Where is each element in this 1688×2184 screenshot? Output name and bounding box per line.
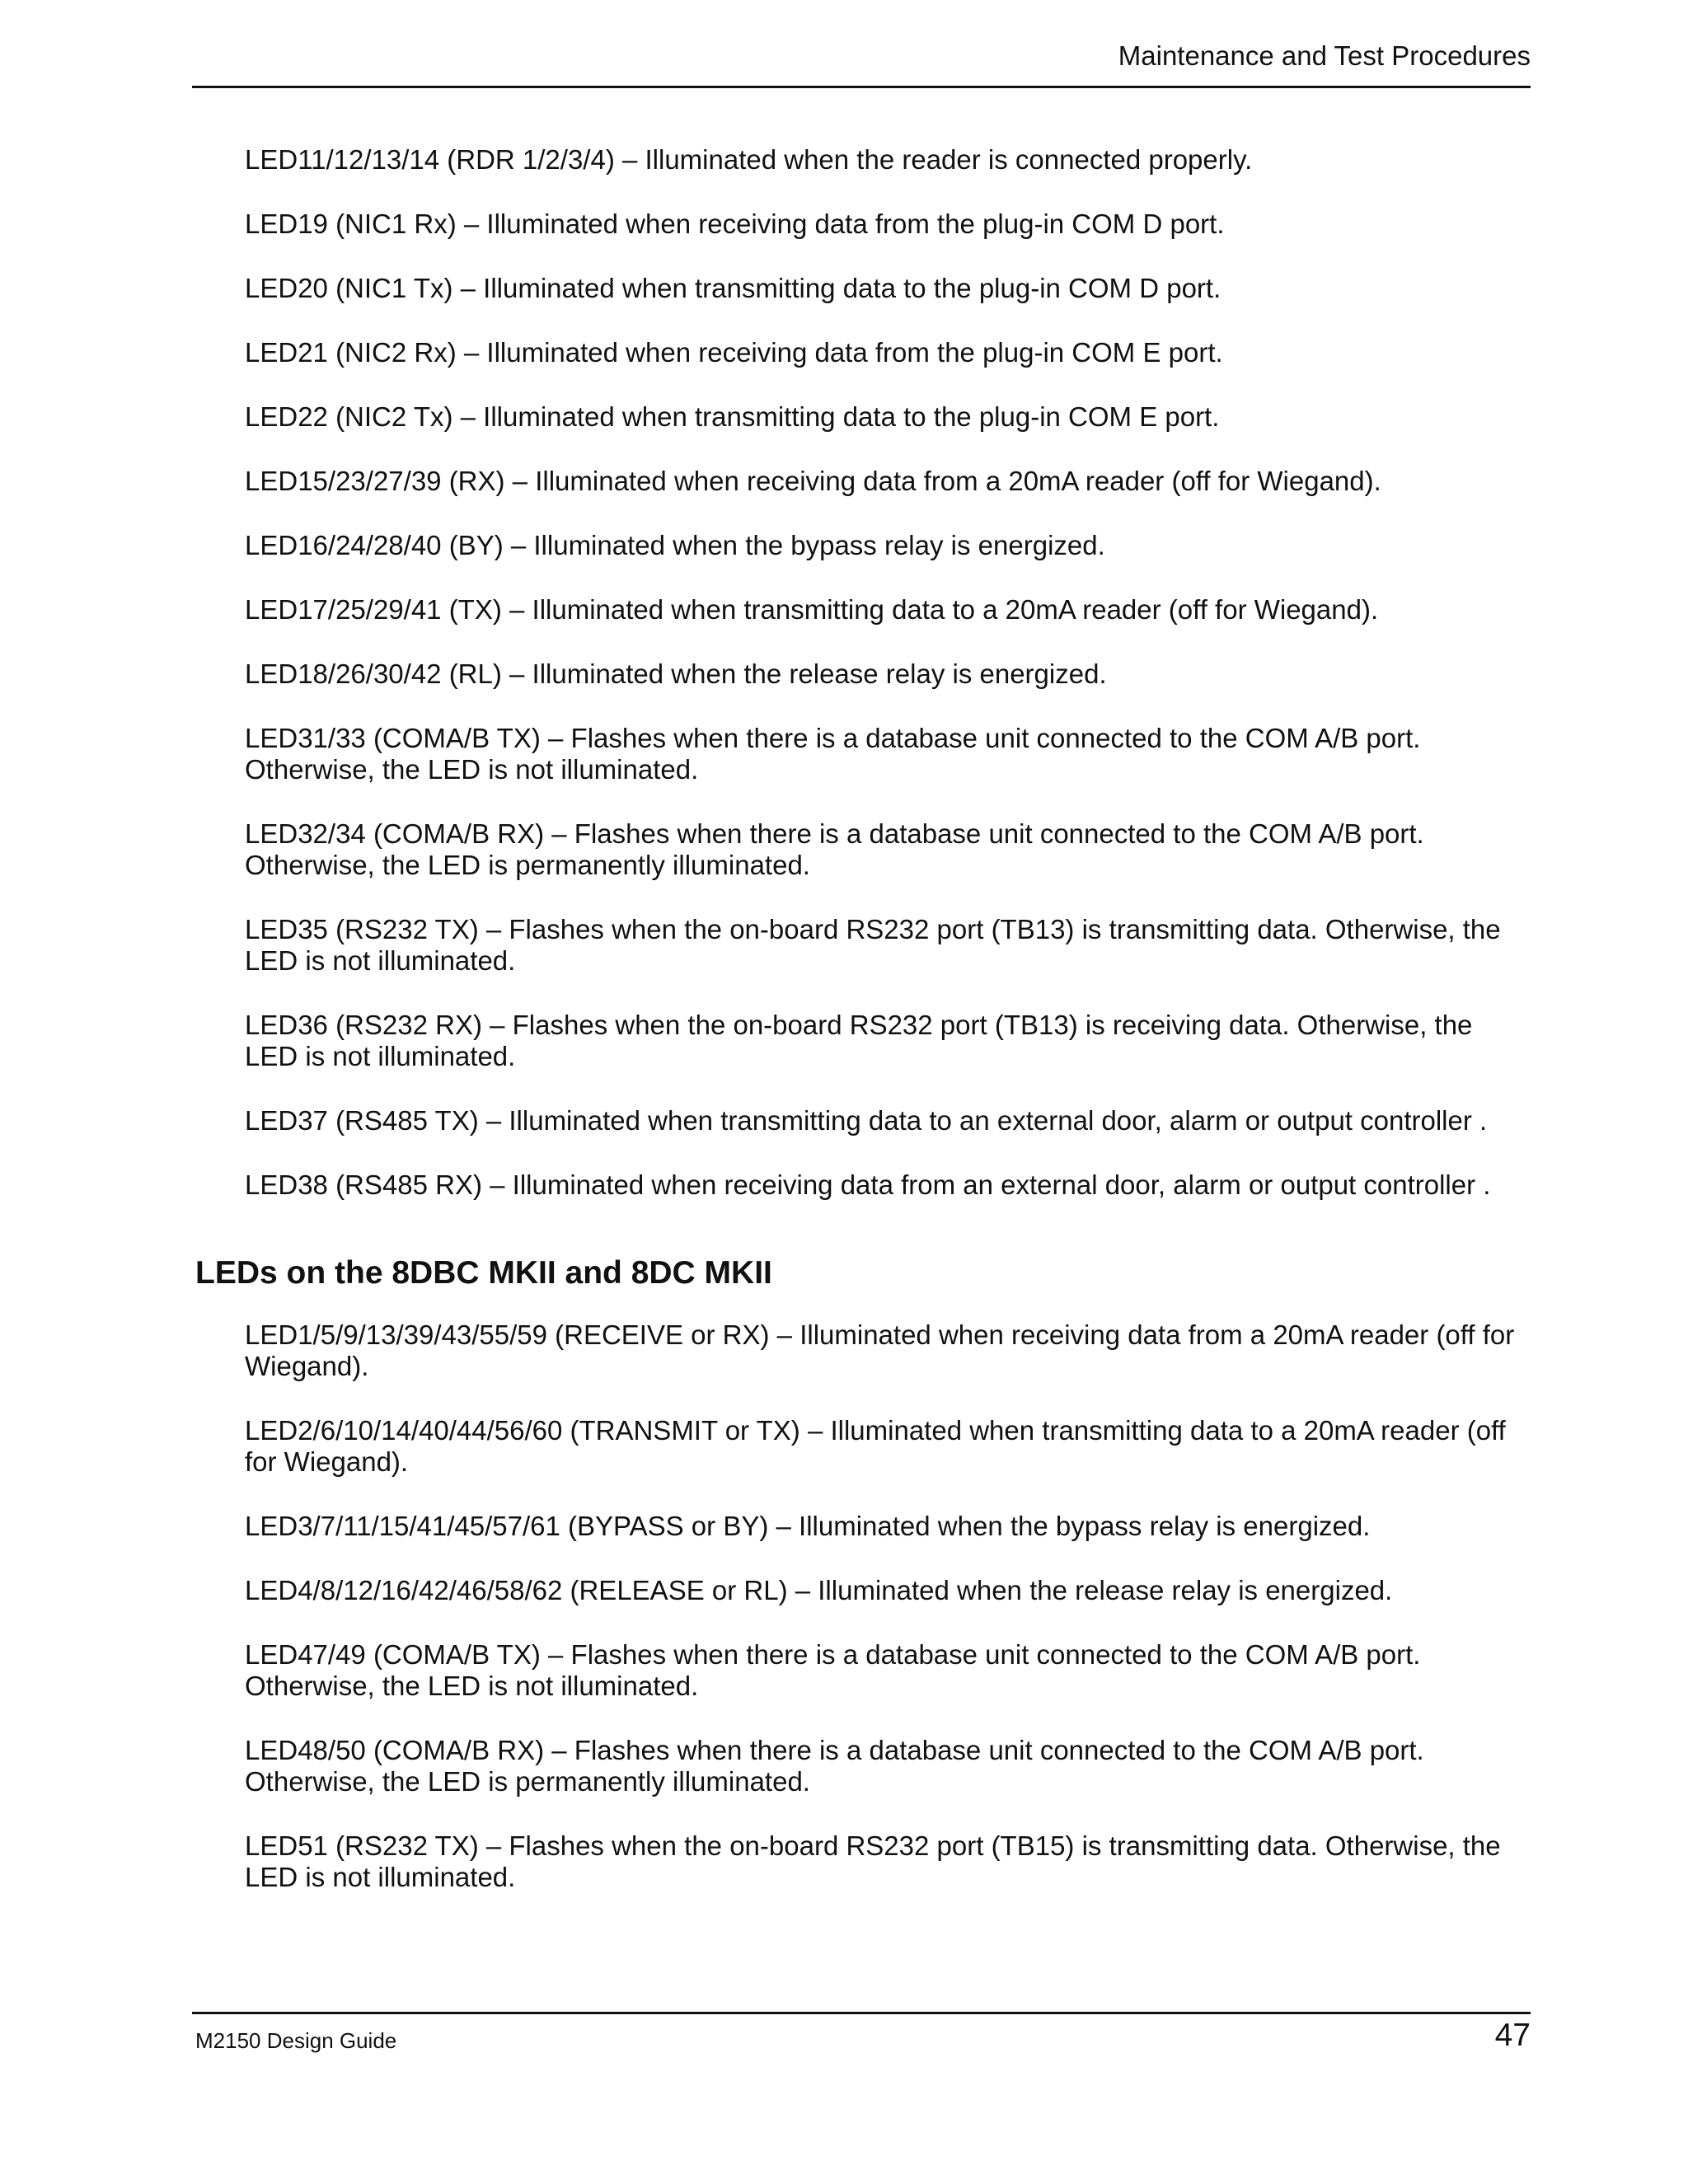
led-description: LED21 (NIC2 Rx) – Illuminated when receiving data from the plug-in COM E port. [245, 337, 1223, 368]
led-description: LED3/7/11/15/41/45/57/61 (BYPASS or BY) – Illuminated when the bypass relay is energized. [245, 1511, 1371, 1541]
led-description: LED37 (RS485 TX) – Illuminated when transmitting data to an external door, alarm or output controller . [245, 1105, 1488, 1136]
page-number: 47 [1494, 2018, 1531, 2053]
page-content [195, 144, 1531, 1926]
led-description: LED35 (RS232 TX) – Flashes when the on-board RS232 port (TB13) is transmitting data. Otherwise, the LED is not illuminated. [245, 914, 1501, 976]
led-description: LED38 (RS485 RX) – Illuminated when receiving data from an external door, alarm or output controller . [245, 1169, 1491, 1200]
led-description: LED36 (RS232 RX) – Flashes when the on-board RS232 port (TB13) is receiving data. Otherwise, the LED is not illuminated. [245, 1010, 1473, 1071]
led-description: LED47/49 (COMA/B TX) – Flashes when there is a database unit connected to the COM A/B port. Otherwise, the LED is not illuminated. [245, 1639, 1421, 1701]
page-footer [192, 2012, 1531, 2053]
led-description: LED16/24/28/40 (BY) – Illuminated when the bypass relay is energized. [245, 530, 1105, 560]
led-description: LED20 (NIC1 Tx) – Illuminated when transmitting data to the plug-in COM D port. [245, 273, 1221, 303]
led-description: LED31/33 (COMA/B TX) – Flashes when there is a database unit connected to the COM A/B port. Otherwise, the LED is not illuminated. [245, 723, 1421, 785]
led-description: LED17/25/29/41 (TX) – Illuminated when transmitting data to a 20mA reader (off for Wiegand). [245, 594, 1379, 625]
led-description: LED15/23/27/39 (RX) – Illuminated when receiving data from a 20mA reader (off for Wiegand). [245, 466, 1381, 496]
running-header-title: Maintenance and Test Procedures [1118, 40, 1531, 71]
led-description: LED4/8/12/16/42/46/58/62 (RELEASE or RL) – Illuminated when the release relay is energized. [245, 1575, 1393, 1605]
section-heading: LEDs on the 8DBC MKII and 8DC MKII [195, 1255, 772, 1291]
led-description: LED11/12/13/14 (RDR 1/2/3/4) – Illuminated when the reader is connected properly. [245, 144, 1253, 175]
page-header [192, 40, 1531, 88]
led-description: LED1/5/9/13/39/43/55/59 (RECEIVE or RX) – Illuminated when receiving data from a 20mA reader (off for Wiegand). [245, 1319, 1515, 1381]
led-description: LED18/26/30/42 (RL) – Illuminated when the release relay is energized. [245, 658, 1107, 689]
led-description: LED32/34 (COMA/B RX) – Flashes when there is a database unit connected to the COM A/B port. Otherwise, the LED is permanently illuminated. [245, 818, 1424, 880]
led-description: LED19 (NIC1 Rx) – Illuminated when receiving data from the plug-in COM D port. [245, 209, 1225, 239]
footer-document-title: M2150 Design Guide [195, 2028, 397, 2053]
led-description: LED48/50 (COMA/B RX) – Flashes when there is a database unit connected to the COM A/B port. Otherwise, the LED is permanently illuminated. [245, 1735, 1424, 1797]
led-description: LED51 (RS232 TX) – Flashes when the on-board RS232 port (TB15) is transmitting data. Otherwise, the LED is not illuminated. [245, 1830, 1501, 1892]
led-description: LED2/6/10/14/40/44/56/60 (TRANSMIT or TX) – Illuminated when transmitting data to a 20mA reader (off for Wiegand). [245, 1415, 1506, 1477]
led-description: LED22 (NIC2 Tx) – Illuminated when transmitting data to the plug-in COM E port. [245, 401, 1220, 432]
